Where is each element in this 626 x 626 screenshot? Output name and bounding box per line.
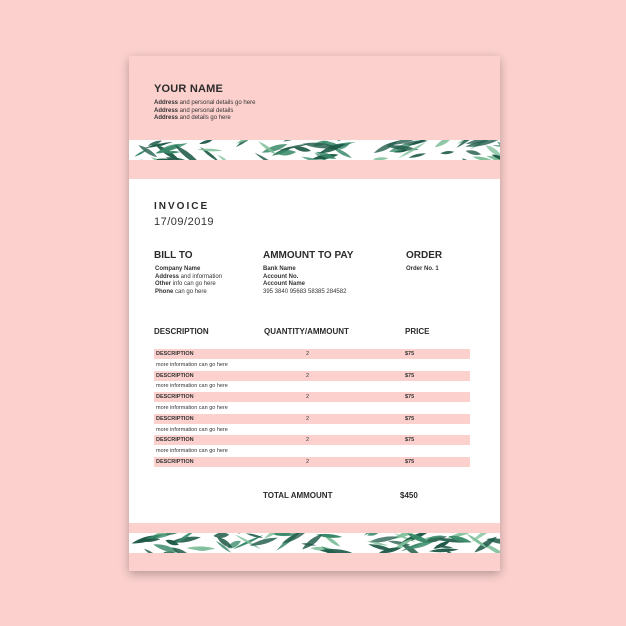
row-more-text: more information can go here xyxy=(156,361,228,368)
row-quantity: 2 xyxy=(306,351,310,357)
row-description: DESCRIPTION xyxy=(156,351,194,357)
amount-to-pay-heading: AMMOUNT TO PAY xyxy=(263,250,354,261)
row-more-text: more information can go here xyxy=(156,383,228,390)
leaf-icon xyxy=(433,140,454,149)
leaf-icon xyxy=(429,548,459,553)
column-header-quantity: QUANTITY/AMMOUNT xyxy=(264,327,349,336)
row-price: $75 xyxy=(405,394,415,401)
leaf-icon xyxy=(143,548,159,553)
leaf-icon xyxy=(276,149,296,156)
row-price: $75 xyxy=(405,437,415,444)
row-price: $75 xyxy=(405,351,415,357)
row-more-info xyxy=(154,403,470,413)
leaf-icon xyxy=(373,157,389,160)
table-row xyxy=(154,371,470,381)
table-row xyxy=(154,392,470,402)
row-description: DESCRIPTION xyxy=(156,437,194,444)
leaf-icon xyxy=(461,157,476,160)
row-price: $75 xyxy=(405,415,415,422)
leaf-icon xyxy=(186,546,215,551)
row-quantity: 2 xyxy=(306,372,310,379)
invoice-sheet xyxy=(129,56,500,571)
leaf-icon xyxy=(366,533,381,538)
row-quantity: 2 xyxy=(306,459,310,465)
total-label: TOTAL AMMOUNT xyxy=(263,491,333,500)
row-price: $75 xyxy=(405,372,415,379)
row-more-text: more information can go here xyxy=(156,448,228,455)
leaf-pattern-top xyxy=(129,140,500,160)
row-more-info xyxy=(154,425,470,435)
row-description: DESCRIPTION xyxy=(156,372,194,379)
row-more-info xyxy=(154,360,470,370)
order-heading: ORDER xyxy=(406,250,443,261)
row-description: DESCRIPTION xyxy=(156,415,194,422)
leaf-icon xyxy=(235,140,263,149)
leaf-icon xyxy=(440,150,454,155)
row-more-info xyxy=(154,381,470,391)
leaf-icon xyxy=(213,533,229,539)
leaf-icon xyxy=(199,140,213,145)
leaf-icon xyxy=(217,154,231,160)
amount-to-pay-details: Bank Name Account No. Account Name 395 3840 95683 58385 284582 xyxy=(263,266,347,295)
total-value: $450 xyxy=(400,491,418,500)
sender-address-line-2: Address and personal details xyxy=(154,107,234,114)
bill-to-heading: BILL TO xyxy=(154,250,193,261)
row-price: $75 xyxy=(405,459,415,465)
leaf-pattern-bottom xyxy=(129,533,500,553)
leaf-icon xyxy=(292,140,309,141)
row-more-text: more information can go here xyxy=(156,405,228,411)
leaf-icon xyxy=(197,148,223,152)
sender-address-line-3: Address and details go here xyxy=(154,115,231,121)
row-description: DESCRIPTION xyxy=(156,394,194,401)
leaf-icon xyxy=(199,146,220,160)
column-header-description: DESCRIPTION xyxy=(154,327,209,336)
row-description: DESCRIPTION xyxy=(156,459,194,465)
sender-address-line-1: Address and personal details go here xyxy=(154,100,256,106)
table-row xyxy=(154,414,470,424)
bill-to-details: Company Name Address and information Other info can go here Phone can go here xyxy=(155,266,223,295)
row-quantity: 2 xyxy=(306,394,310,401)
row-quantity: 2 xyxy=(306,415,310,422)
leaf-pattern-icon xyxy=(129,533,500,553)
order-number: Order No. 1 xyxy=(406,266,439,272)
row-more-text: more information can go here xyxy=(156,426,228,433)
leaf-icon xyxy=(465,149,482,157)
sender-name: YOUR NAME xyxy=(154,83,224,95)
table-row xyxy=(154,349,470,359)
leaf-icon xyxy=(408,152,426,159)
row-quantity: 2 xyxy=(306,437,310,444)
invoice-date: 17/09/2019 xyxy=(154,216,215,228)
table-row xyxy=(154,457,470,467)
leaf-pattern-icon xyxy=(129,140,500,160)
invoice-title: INVOICE xyxy=(154,201,210,212)
row-more-info xyxy=(154,446,470,456)
table-row xyxy=(154,435,470,445)
column-header-price: PRICE xyxy=(405,327,430,336)
